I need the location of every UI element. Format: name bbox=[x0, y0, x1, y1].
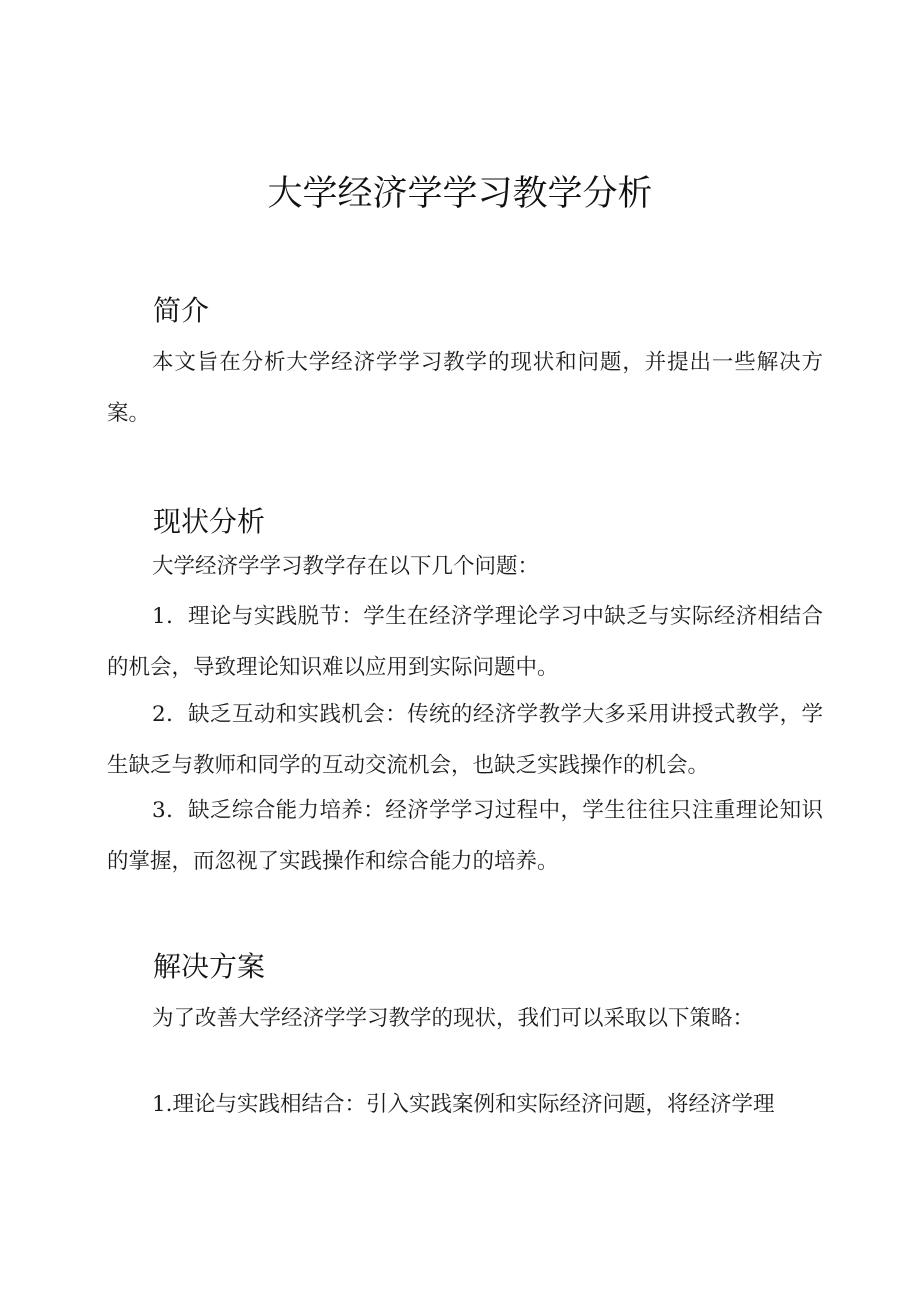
section-heading-solutions: 解决方案 bbox=[153, 950, 266, 983]
solutions-paragraph-lead: 为了改善大学经济学学习教学的现状，我们可以采取以下策略： bbox=[152, 1006, 755, 1031]
document-title: 大学经济学学习教学分析 bbox=[267, 174, 653, 214]
status-paragraph-item-2: 2．缺乏互动和实践机会：传统的经济学教学大多采用讲授式教学，学生缺乏与教师和同学的互动交流机会，也缺乏实践操作的机会。 bbox=[107, 702, 823, 778]
status-paragraph-lead: 大学经济学学习教学存在以下几个问题： bbox=[152, 554, 540, 579]
status-paragraph-item-1: 1．理论与实践脱节：学生在经济学理论学习中缺乏与实际经济相结合的机会，导致理论知识难以应用到实际问题中。 bbox=[107, 604, 823, 680]
solutions-paragraph-item-1: 1.理论与实践相结合：引入实践案例和实际经济问题，将经济学理 bbox=[152, 1092, 775, 1117]
section-heading-status: 现状分析 bbox=[153, 505, 266, 538]
intro-paragraph: 本文旨在分析大学经济学学习教学的现状和问题，并提出一些解决方案。 bbox=[107, 350, 823, 426]
status-paragraph-item-3: 3．缺乏综合能力培养：经济学学习过程中，学生往往只注重理论知识的掌握，而忽视了实践操作和综合能力的培养。 bbox=[107, 798, 823, 874]
section-heading-intro: 简介 bbox=[153, 294, 210, 327]
